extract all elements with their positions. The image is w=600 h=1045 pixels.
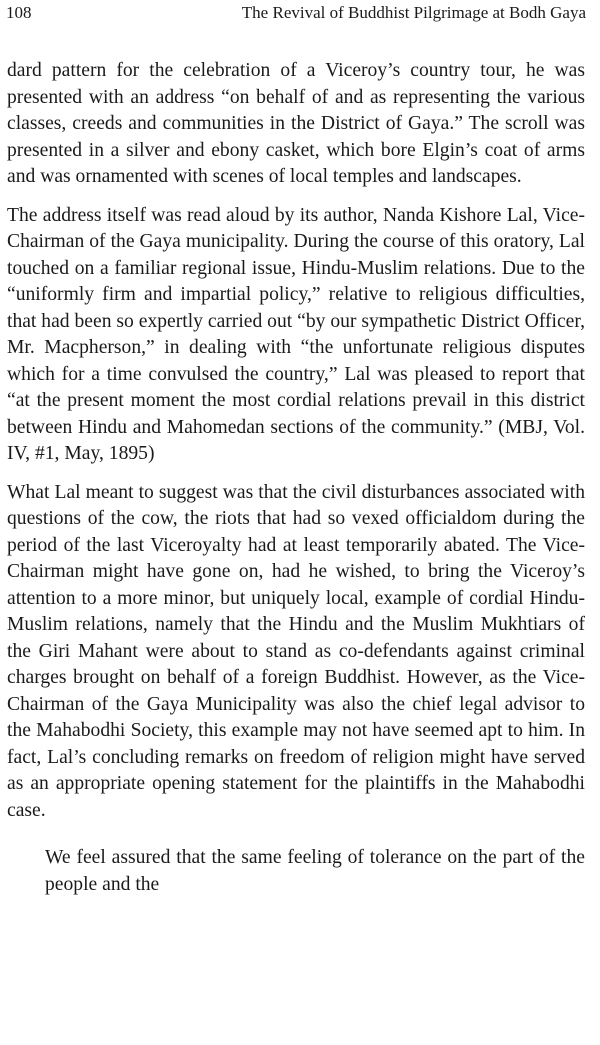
body-text	[7, 58, 585, 898]
running-title: The Revival of Buddhist Pilgrimage at Bodh Gaya	[241, 3, 586, 22]
paragraph-3: What Lal meant to suggest was that the civil disturbances associated with questions of the cow, the riots that had so vexed officialdom during the period of the last Viceroyalty had at least temporarily abated. The Vice-Chairman might have gone on, had he wished, to bring the Viceroy’s attention to a more minor, but uniquely local, example of cordial Hindu-Muslim relations, namely that the Hindu and the Muslim Mukhtiars of the Giri Mahant were about to stand as co-defendants against criminal charges brought on behalf of a foreign Buddhist. However, as the Vice-Chairman of the Gaya Municipality was also the chief legal advisor to the Mahabodhi Society, this example may not have seemed apt to him. In fact, Lal’s concluding remarks on freedom of religion might have served as an appropriate opening statement for the plaintiffs in the Mahabodhi case.	[7, 481, 585, 821]
running-header	[6, 2, 586, 24]
page-number: 108	[6, 3, 32, 22]
block-quote: We feel assured that the same feeling of tolerance on the part of the people and the	[45, 847, 585, 895]
paragraph-1: dard pattern for the celebration of a Viceroy’s country tour, he was presented with an address “on behalf of and as representing the various classes, creeds and communities in the District of Gaya.” The scroll was presented in a silver and ebony casket, which bore Elgin’s coat of arms and was ornamented with scenes of local temples and landscapes.	[7, 60, 585, 187]
paragraph-2: The address itself was read aloud by its author, Nanda Kishore Lal, Vice-Chairman of the Gaya municipality. During the course of this oratory, Lal touched on a familiar regional issue, Hindu-Muslim relations. Due to the “uniformly firm and impartial policy,” relative to religious difficulties, that had been so expertly carried out “by our sympathetic District Officer, Mr. Macpherson,” in dealing with “the unfortunate religious disputes which for a time convulsed the country,” Lal was pleased to report that “at the present moment the most cordial relations prevail in this district between Hindu and Mahomedan sections of the community.” (MBJ, Vol. IV, #1, May, 1895)	[7, 204, 585, 464]
